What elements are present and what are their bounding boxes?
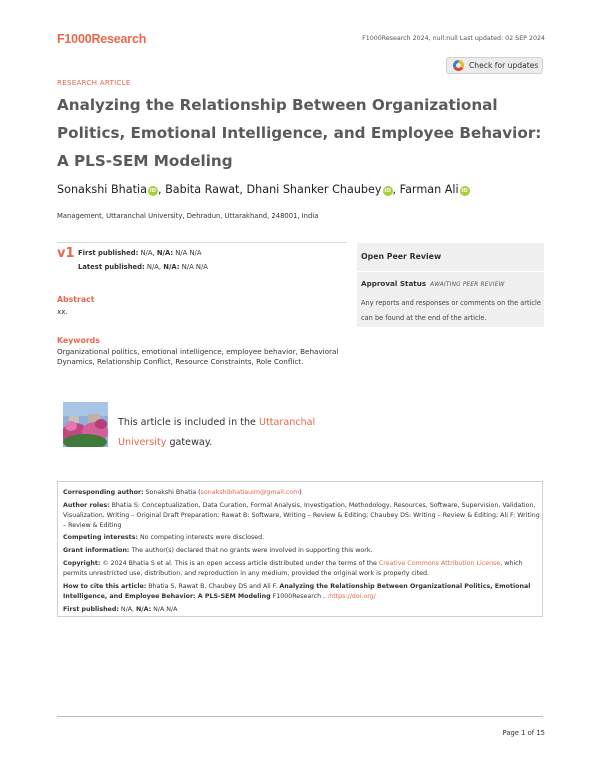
author-roles — [63, 501, 543, 531]
corresponding-author-label: Corresponding author: — [63, 489, 144, 496]
latest-published-label: Latest published: — [78, 263, 145, 271]
orcid-icon[interactable]: iD — [461, 188, 468, 194]
header-meta: F1000Research 2024, null:null Last updated: 02 SEP 2024 — [362, 35, 545, 42]
grant-information — [63, 546, 543, 556]
affiliation: Management, Uttaranchal University, Dehradun, Uttarakhand, 248001, India — [57, 212, 319, 220]
latest-published-line — [78, 263, 208, 271]
peer-review-text: Any reports and responses or comments on the article can be found at the end of the article. — [361, 299, 541, 322]
gateway-note — [118, 413, 338, 453]
how-to-cite-text: Bhatia S, Rawat B, Chaubey DS and Ali F. — [146, 583, 280, 590]
first-published-value-2: N/A N/A — [173, 249, 202, 257]
first-published-info — [63, 605, 543, 615]
first-published-info-label-2: N/A: — [136, 606, 152, 613]
author-roles-text: Bhatia S: Conceptualization, Data Curation, Formal Analysis, Investigation, Methodology, Resources, Software, Supervision, Validation, Visualization, Writing – Original Draft Preparation; Rawat B: Software, Writing – Review & Editing; Chaubey DS: Writing – Review & Editing; Ali F: Writing – Review & Editing — [63, 502, 540, 529]
corresponding-author-close: ) — [299, 489, 302, 496]
orcid-icon[interactable]: iD — [384, 188, 391, 194]
author-name[interactable]: Farman Ali — [399, 183, 459, 196]
gateway-text-before: This article is included in the — [118, 417, 259, 428]
grant-information-text: The author(s) declared that no grants were involved in supporting this work. — [129, 547, 373, 554]
copyright — [63, 559, 543, 579]
competing-interests-text: No competing interests were disclosed. — [137, 534, 265, 541]
divider — [57, 242, 347, 243]
author-list — [57, 183, 470, 196]
copyright-text-2: , which permits unrestricted use, distribution, and reproduction in any medium, provided the original work is properly cited. — [63, 560, 523, 577]
how-to-cite-text-2: F1000Research , : — [270, 593, 330, 600]
first-published-label: First published: — [78, 249, 139, 257]
orcid-icon[interactable]: iD — [149, 188, 157, 194]
first-published-info-text-2: N/A N/A — [151, 606, 178, 613]
author-name[interactable]: Dhani Shanker Chaubey — [246, 183, 382, 196]
competing-interests — [63, 533, 543, 543]
journal-logo: F1000Research — [57, 32, 147, 46]
section-label: RESEARCH ARTICLE — [57, 78, 131, 87]
doi-link[interactable]: https://doi.org/ — [329, 593, 376, 600]
author-name[interactable]: Babita Rawat — [165, 183, 240, 196]
abstract-text: xx. — [57, 307, 68, 316]
corresponding-author — [63, 488, 543, 498]
keywords-heading: Keywords — [57, 336, 100, 345]
author-separator: , — [239, 183, 247, 196]
author-roles-label: Author roles: — [63, 502, 110, 509]
crossmark-icon — [453, 60, 464, 71]
latest-published-value-2: N/A N/A — [179, 263, 208, 271]
first-published-label-2: N/A: — [156, 249, 174, 257]
competing-interests-label: Competing interests: — [63, 534, 138, 541]
gateway-text-after: gateway. — [166, 437, 213, 448]
copyright-text: © 2024 Bhatia S et al. This is an open access article distributed under the terms of the — [100, 560, 379, 567]
copyright-label: Copyright: — [63, 560, 101, 567]
how-to-cite-title: Analyzing the Relationship Between Organizational Politics, Emotional Intelligence, and Employee Behavior: A PLS-SEM Modeling — [63, 583, 531, 600]
keywords-text: Organizational politics, emotional intelligence, employee behavior, Behavioral Dynamics, Relationship Conflict, Resource Constraints, Role Conflict. — [57, 347, 339, 366]
check-for-updates-button[interactable] — [446, 57, 543, 74]
gateway-image[interactable] — [63, 402, 108, 447]
peer-review-title: Open Peer Review — [361, 252, 442, 261]
latest-published-value: N/A, — [144, 263, 164, 271]
peer-review-divider — [357, 271, 544, 272]
first-published-value: N/A, — [138, 249, 157, 257]
approval-status-value: AWAITING PEER REVIEW — [430, 282, 505, 288]
author-separator: , — [157, 183, 166, 196]
first-published-info-label: First published: — [63, 606, 119, 613]
corresponding-author-email[interactable]: sonakshibhatiauim@gmail.com — [200, 489, 300, 496]
corresponding-author-name: Sonakshi Bhatia ( — [143, 489, 201, 496]
approval-status — [361, 279, 505, 288]
footer-divider — [57, 716, 543, 717]
version-label: v1 — [57, 246, 75, 261]
approval-status-label: Approval Status — [361, 279, 427, 288]
license-link[interactable]: Creative Commons Attribution License — [378, 560, 501, 567]
first-published-info-text: N/A, — [118, 606, 137, 613]
author-name[interactable]: Sonakshi Bhatia — [57, 183, 147, 196]
gateway-link[interactable]: Uttaranchal University — [118, 417, 316, 448]
how-to-cite — [63, 582, 543, 602]
how-to-cite-label: How to cite this article: — [63, 583, 147, 590]
latest-published-label-2: N/A: — [163, 263, 180, 271]
author-separator: , — [392, 183, 400, 196]
article-title: Analyzing the Relationship Between Organizational Politics, Emotional Intelligence, and Employee Behavior: A PLS-SEM Modeling — [57, 96, 542, 170]
page-number: Page 1 of 15 — [502, 729, 545, 737]
check-for-updates-label: Check for updates — [469, 61, 539, 70]
grant-information-label: Grant information: — [63, 547, 130, 554]
abstract-heading: Abstract — [57, 295, 95, 304]
first-published-line — [78, 249, 201, 257]
